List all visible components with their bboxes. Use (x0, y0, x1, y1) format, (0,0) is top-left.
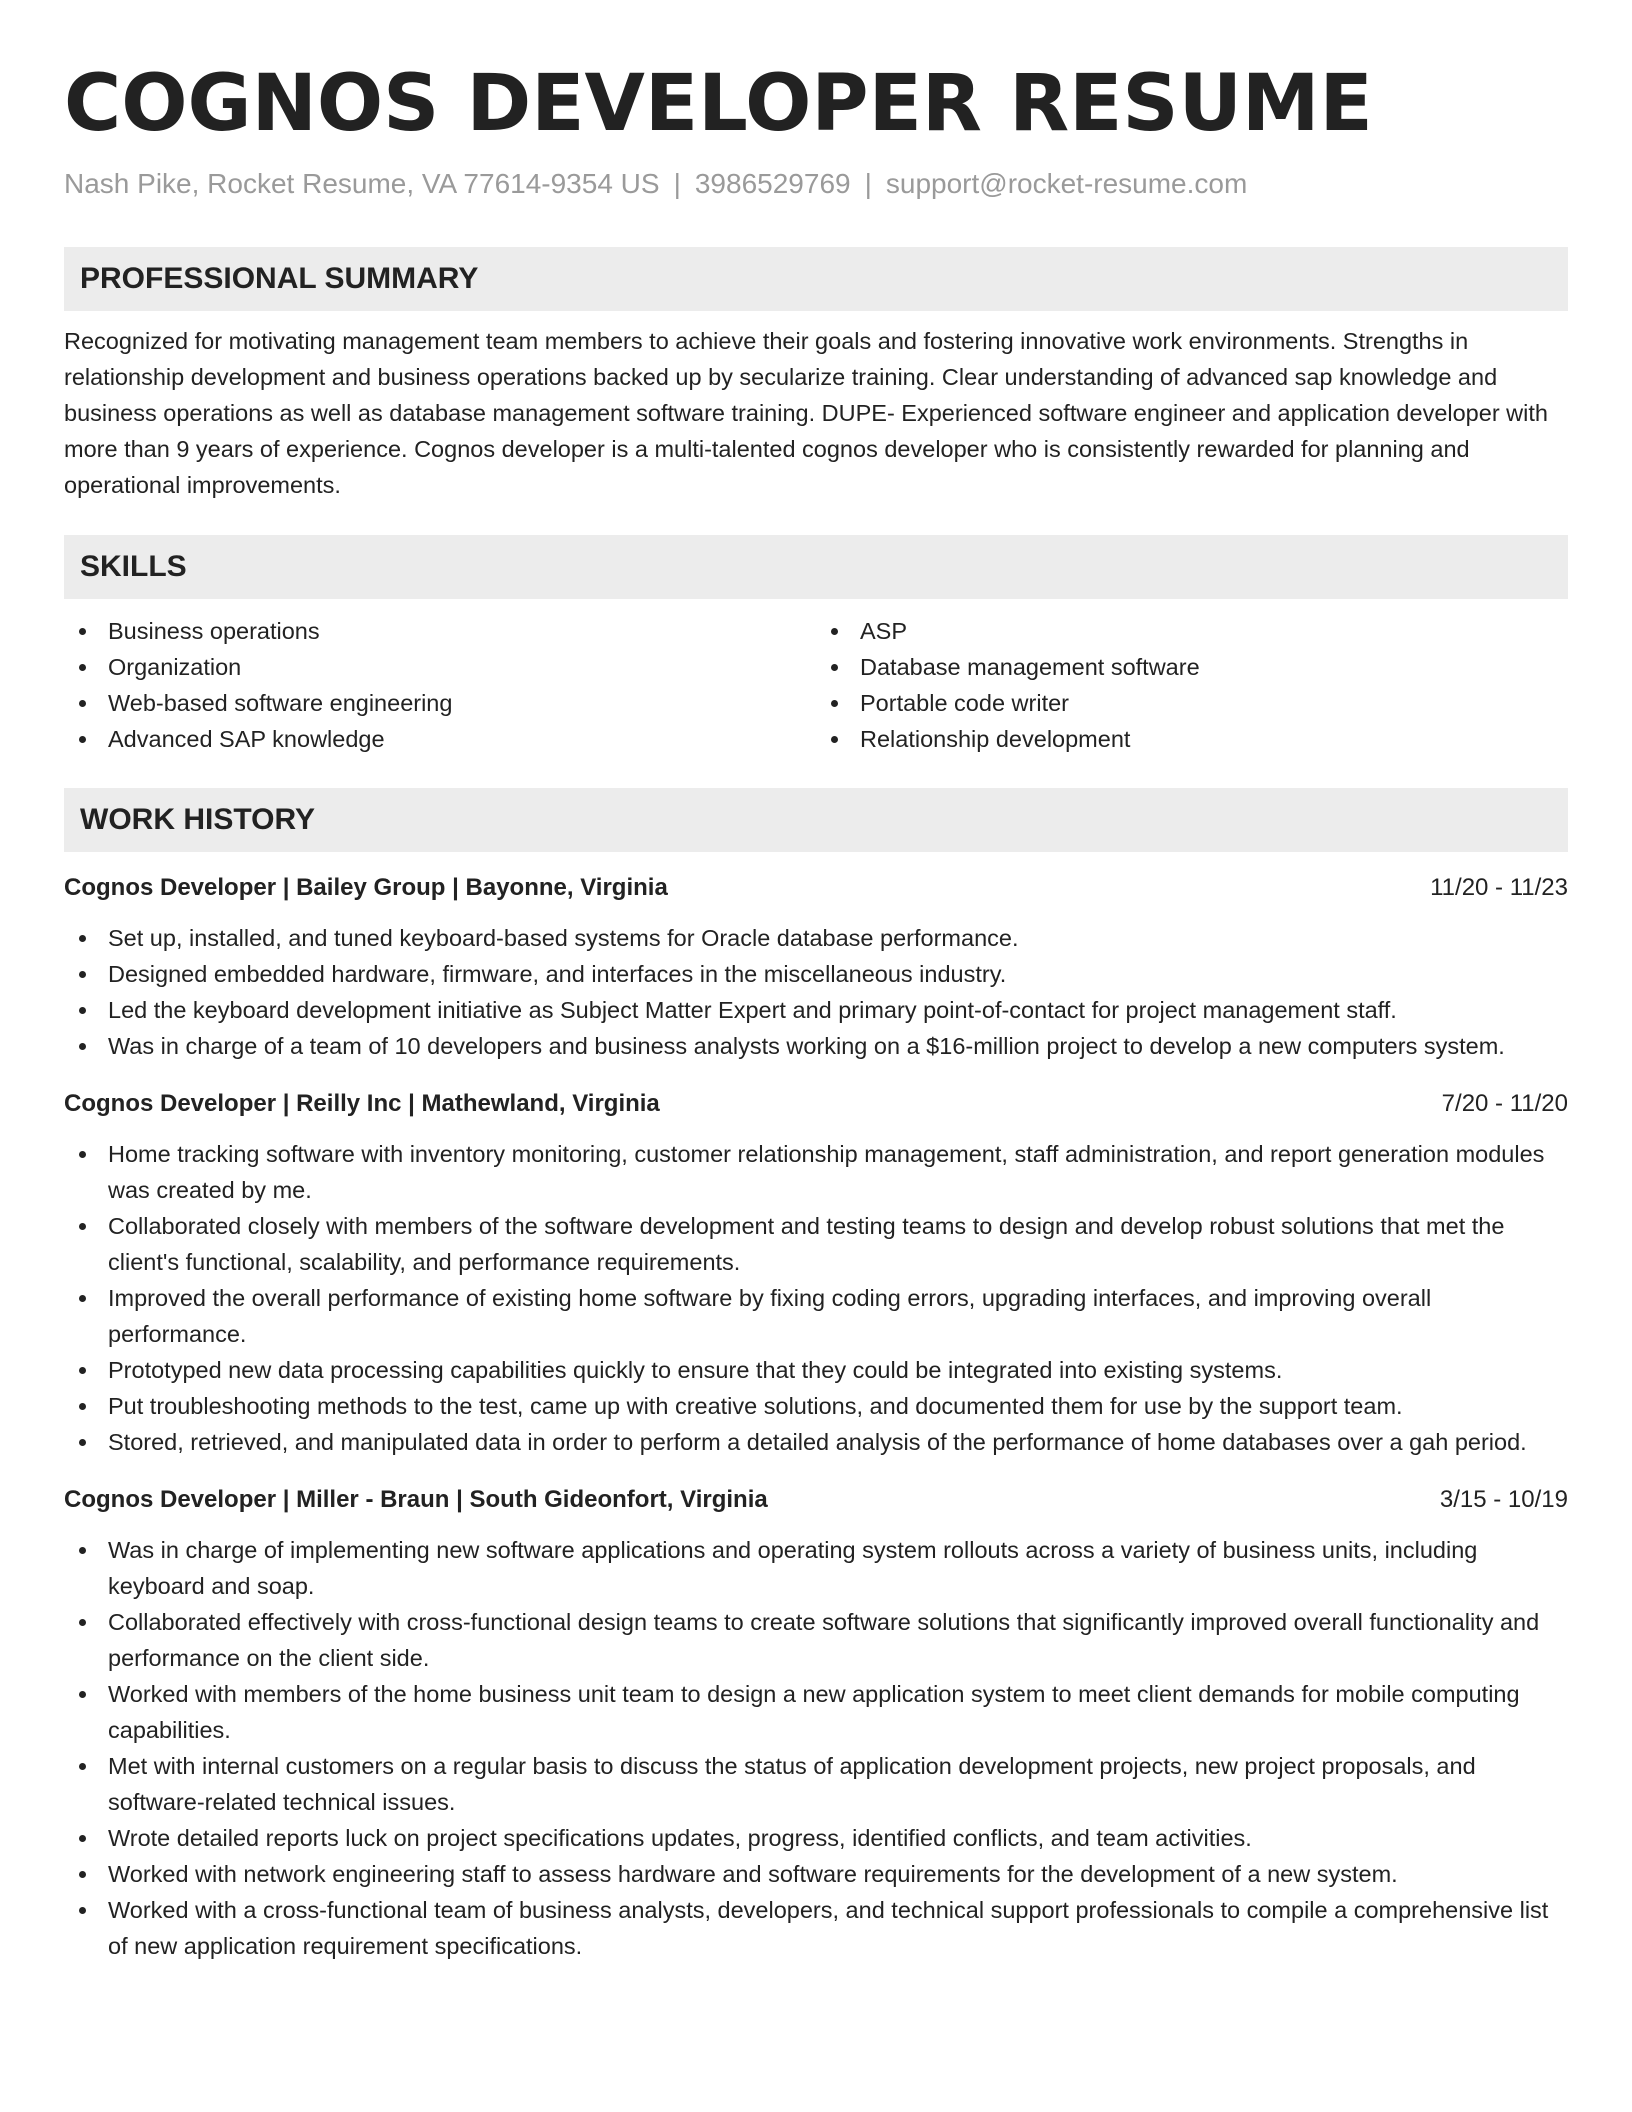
skills-column-right (816, 613, 1568, 757)
job-bullet: Was in charge of implementing new software applications and operating system rollouts across a variety of business units, including keyboard and soap. (108, 1532, 1568, 1604)
summary-heading: PROFESSIONAL SUMMARY (64, 247, 1568, 311)
job-entry (64, 1086, 1568, 1460)
job-bullet: Met with internal customers on a regular basis to discuss the status of application development projects, new project proposals, and software-related technical issues. (108, 1748, 1568, 1820)
job-header (64, 1482, 1568, 1518)
job-title: Cognos Developer | Reilly Inc | Mathewland, Virginia (64, 1090, 660, 1117)
job-dates: 7/20 - 11/20 (1441, 1090, 1568, 1117)
job-dates: 3/15 - 10/19 (1439, 1486, 1568, 1513)
contact-line (64, 166, 1568, 202)
skill-item: ASP (860, 613, 1568, 649)
job-bullet: Improved the overall performance of existing home software by fixing coding errors, upgrading interfaces, and improving overall performance. (108, 1280, 1568, 1352)
job-header (64, 1086, 1568, 1122)
job-dates: 11/20 - 11/23 (1430, 874, 1568, 901)
job-bullet: Worked with a cross-functional team of business analysts, developers, and technical support professionals to compile a comprehensive list of new application requirement specifications. (108, 1892, 1568, 1964)
job-bullet: Stored, retrieved, and manipulated data in order to perform a detailed analysis of the performance of home databases over a gah period. (108, 1424, 1568, 1460)
skill-item: Database management software (860, 649, 1568, 685)
contact-separator: | (673, 168, 681, 199)
skills-column-left (64, 613, 816, 757)
job-bullet: Designed embedded hardware, firmware, and interfaces in the miscellaneous industry. (108, 956, 1568, 992)
contact-phone: 3986529769 (694, 168, 851, 199)
job-bullets (64, 1136, 1568, 1460)
skills-heading: SKILLS (64, 535, 1568, 599)
job-entry (64, 1482, 1568, 1964)
job-title: Cognos Developer | Miller - Braun | South Gideonfort, Virginia (64, 1486, 768, 1513)
skill-item: Organization (108, 649, 816, 685)
job-bullets (64, 1532, 1568, 1964)
contact-address: Nash Pike, Rocket Resume, VA 77614-9354 US (64, 168, 660, 199)
skills-grid (64, 613, 1568, 757)
job-bullet: Collaborated effectively with cross-functional design teams to create software solutions that significantly improved overall functionality and performance on the client side. (108, 1604, 1568, 1676)
job-header (64, 870, 1568, 906)
skill-item: Web-based software engineering (108, 685, 816, 721)
job-bullet: Home tracking software with inventory monitoring, customer relationship management, staff administration, and report generation modules was created by me. (108, 1136, 1568, 1208)
job-bullet: Put troubleshooting methods to the test, came up with creative solutions, and documented them for use by the support team. (108, 1388, 1568, 1424)
job-bullet: Collaborated closely with members of the software development and testing teams to design and develop robust solutions that met the client's functional, scalability, and performance requirements. (108, 1208, 1568, 1280)
skill-item: Advanced SAP knowledge (108, 721, 816, 757)
job-entry (64, 870, 1568, 1064)
job-bullet: Prototyped new data processing capabilities quickly to ensure that they could be integrated into existing systems. (108, 1352, 1568, 1388)
job-bullets (64, 920, 1568, 1064)
summary-text: Recognized for motivating management team members to achieve their goals and fostering innovative work environments. Strengths in relationship development and business operations backed up by secularize training. Clear understanding of advanced sap knowledge and business operations as well as database management software training. DUPE- Experienced software engineer and application developer with more than 9 years of experience. Cognos developer is a multi-talented cognos developer who is consistently rewarded for planning and operational improvements. (64, 328, 1548, 498)
job-title: Cognos Developer | Bailey Group | Bayonne, Virginia (64, 874, 668, 901)
job-bullet: Worked with members of the home business unit team to design a new application system to meet client demands for mobile computing capabilities. (108, 1676, 1568, 1748)
job-bullet: Wrote detailed reports luck on project specifications updates, progress, identified conflicts, and team activities. (108, 1820, 1568, 1856)
skill-item: Business operations (108, 613, 816, 649)
job-bullet: Worked with network engineering staff to assess hardware and software requirements for the development of a new system. (108, 1856, 1568, 1892)
skill-item: Portable code writer (860, 685, 1568, 721)
job-bullet: Set up, installed, and tuned keyboard-based systems for Oracle database performance. (108, 920, 1568, 956)
job-bullet: Led the keyboard development initiative as Subject Matter Expert and primary point-of-contact for project management staff. (108, 992, 1568, 1028)
contact-separator: | (864, 168, 872, 199)
job-bullet: Was in charge of a team of 10 developers and business analysts working on a $16-million project to develop a new computers system. (108, 1028, 1568, 1064)
skill-item: Relationship development (860, 721, 1568, 757)
contact-email: support@rocket-resume.com (885, 168, 1248, 199)
resume-title: COGNOS DEVELOPER RESUME (64, 59, 1373, 149)
work-history-heading: WORK HISTORY (64, 788, 1568, 852)
